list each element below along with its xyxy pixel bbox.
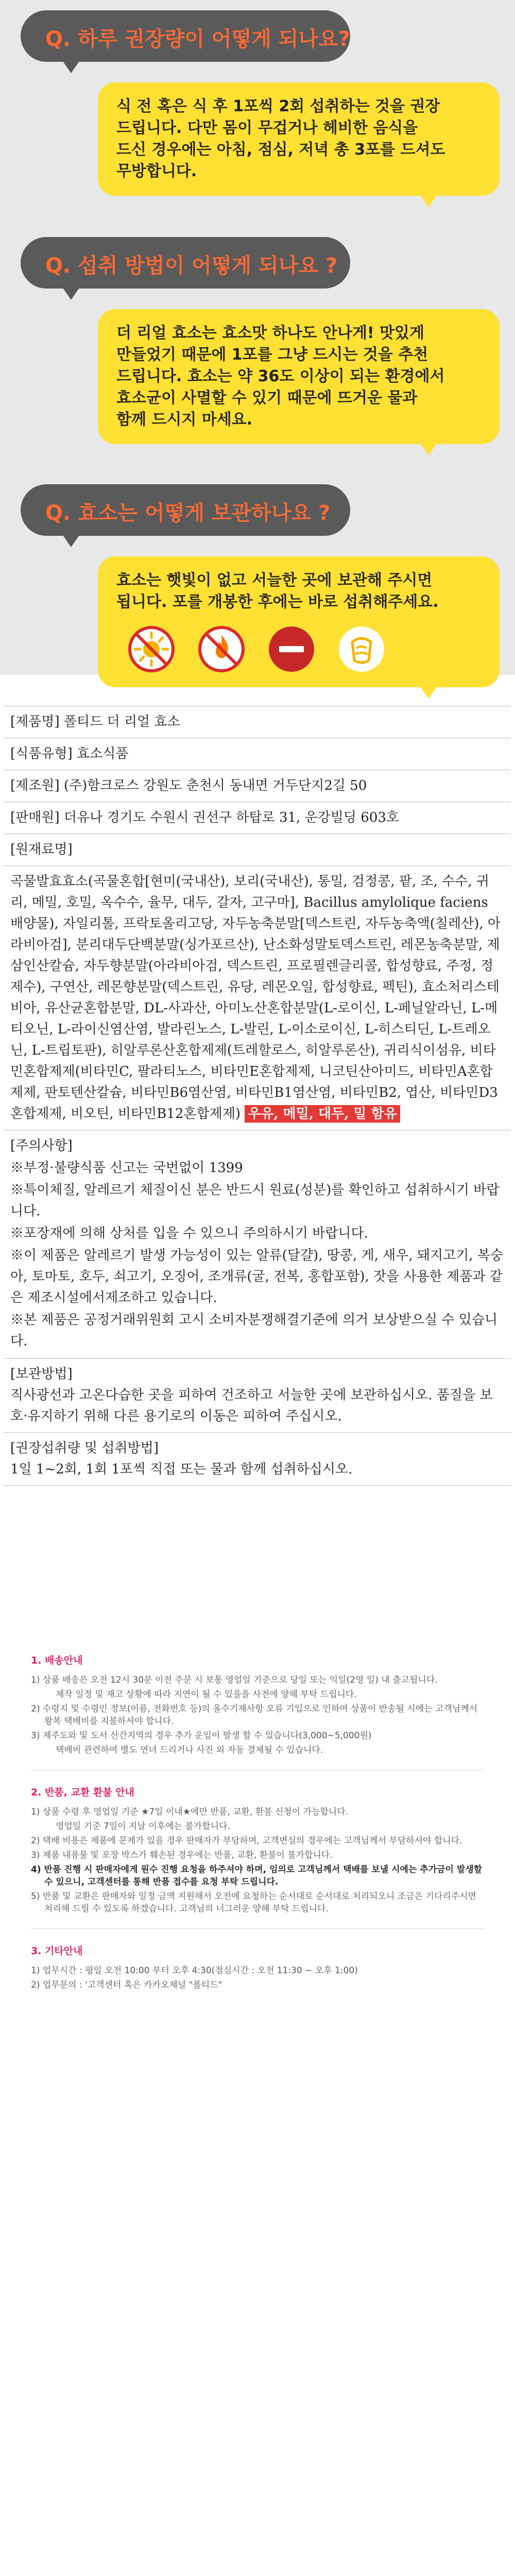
guide-line: 2) 택배 비용은 제품에 문제가 있을 경우 판매자가 부담하며, 고객변심의 경우에는 고객님께서 부담하셔야 합니다.: [31, 1836, 462, 1846]
guide-line: 3) 제주도와 및 도서 산간지역의 경우 추가 운임이 발생 할 수 있습니다(3,000~5,000원): [31, 1731, 372, 1741]
note-item: ※이 제품은 알레르기 발생 가능성이 있는 알류(달걀), 땅콩, 게, 새우, 돼지고기, 복숭아, 토마토, 호두, 쇠고기, 오징어, 조개류(굴, 전복, 홍합포함), 잣을 사용한 제품과 같은 제조시설에서제조하고 있습니다.: [10, 1248, 504, 1306]
ingredients-text: 곡물발효효소(곡물혼합[현미(국내산), 보리(국내산), 통밀, 검정콩, 팥, 조, 수수, 귀리, 메밀, 호밀, 옥수수, 율무, 대두, 갈자, 고구마], Bacillus amylolique faciens 배양물), 자일리톨, 프락토올리고당, 자두농축분말[덱스트린, 자두농축액(칠레산), 아라비아검], 분리대두단백분말(싱가포르산), 난소화성말토덱스트린, 레몬농축분말, 제삼인산칼슘, 자두향분말(아라비아검, 덱스트린, 프로필렌글리콜, 합성향료, 주정, 정제수), 구연산, 레몬향분말(덱스트린, 유당, 레몬오일, 합성향료, 펙틴), 효소처리스테비아, 유산균혼합분말, DL-사과산, 아미노산혼합분말(L-로이신, L-페닐알라닌, L-메티오닌, L-라이신염산염, 발라린노스, L-발린, L-이소로이신, L-히스티딘, L-트레오닌, L-트립토판), 히알루론산혼합제제(트레할로스, 히알루론산), 귀리식이섬유, 비타민혼합제제(비타민C, 팔라티노스, 비타민E혼합제제, 니코틴산아미드, 비타민A혼합제제, 판토텐산칼슘, 비타민B6염산염, 비타민B1염산염, 비타민B2, 엽산, 비타민D3혼합제제, 비오틴, 비타민B12혼합제제): [10, 874, 501, 1122]
guide-line: 택배비 관련하여 별도 연녀 드리거나 사진 외 자동 결제될 수 있습니다.: [56, 1745, 323, 1755]
faq-answer-line: 드립니다. 다만 몸이 무겁거나 헤비한 음식을: [116, 119, 418, 137]
shipping-guide: [0, 1638, 515, 1993]
guide-line: 4) 반품 진행 시 판매자에게 원수 진행 요청을 하주셔야 하며, 임의로 고객님께서 택배를 보낼 시에는 추가금이 발생할 수 있으니, 고객센터를 통해 반품 접수를 요청 부탁 드립니다.: [31, 1865, 483, 1887]
guide-line: 1) 상품 수령 후 영업일 기준 ★7일 이내★에만 반품, 교환, 환불 신청이 가능합니다.: [31, 1807, 349, 1817]
guide-heading-return: 2. 반품, 교환 환불 안내: [31, 1787, 134, 1798]
no-heat-icon: [197, 624, 246, 674]
faq-answer-line: 드립니다. 효소는 약 36도 이상이 되는 환경에서: [116, 367, 445, 385]
product-info-table: [0, 706, 515, 1486]
guide-line: 제작 일정 및 재고 상황에 따라 지연이 될 수 있을을 사전에 양해 부탁 드립니다.: [56, 1689, 357, 1700]
notes-row: [4, 1130, 511, 1359]
faq-answer-3: [98, 556, 500, 687]
faq-answer-line: 무방합니다.: [116, 162, 197, 180]
faq-answer-line: 드신 경우에는 아침, 점심, 저녁 총 3포를 드셔도: [116, 141, 445, 159]
faq-answer-1: [98, 82, 500, 196]
notes-heading: [주의사항]: [10, 1138, 73, 1154]
guide-line: 2) 업무문의 : '고객센터 혹은 카카오채널 "폴티드": [31, 1980, 222, 1990]
faq-answer-2: [98, 309, 500, 444]
storage-row: [4, 1359, 511, 1433]
guide-line: 1) 상품 배송은 오전 12시 30분 이전 주문 시 보통 영업일 기준으로 당일 또는 익일(2영 일) 내 출고됩니다.: [31, 1675, 438, 1685]
faq-question-1: Q. 하루 권장량이 어떻게 되나요?: [21, 10, 350, 62]
faq-answer-line: 효소는 햇빛이 없고 서늘한 곳에 보관해 주시면: [116, 571, 433, 589]
intake-row: [4, 1433, 511, 1486]
food-type-row: [식품유형] 효소식품: [4, 738, 511, 770]
storage-heading: [보관방법]: [10, 1366, 73, 1382]
intake-text: 1일 1~2회, 1회 1포씩 직접 또는 물과 함께 섭취하십시오.: [10, 1462, 353, 1477]
note-item: ※특이체질, 알레르기 체질이신 분은 반드시 원료(성분)를 확인하고 섭취하시기 바랍니다.: [10, 1182, 500, 1219]
storage-text: 직사광선과 고온다습한 곳을 피하여 건조하고 서늘한 곳에 보관하십시오. 품질을 보호·유지하기 위해 다른 용기로의 이동은 피하여 주십시오.: [10, 1387, 493, 1424]
storage-icons: [116, 624, 481, 674]
faq-answer-line: 효소균이 사멸할 수 있기 때문에 뜨거운 물과: [116, 389, 418, 407]
ingredients-heading: [원재료명]: [4, 834, 511, 866]
allergen-badge: 우유, 메밀, 대두, 밀 함유: [245, 1105, 400, 1123]
guide-line: 2) 수령지 및 수령인 정보(이름, 전화번호 등)의 올수기재사항 오류 기입으로 인하여 상품이 반송될 시에는 고객님께서 왕복 택배비를 지불하셔야 합니다.: [31, 1704, 478, 1726]
faq-answer-line: 더 리얼 효소는 효소맛 하나도 안나게! 맛있게: [116, 324, 424, 342]
faq-answer-line: 식 전 혹은 식 후 1포씩 2회 섭취하는 것을 권장: [116, 97, 440, 115]
ingredients-row: [4, 866, 511, 1130]
guide-line: 영업일 기준 7일이 지날 이후에는 불가합니다.: [56, 1821, 230, 1832]
seller-row: [판매원] 더유나 경기도 수원시 권선구 하탑로 31, 운강빌딩 603호: [4, 802, 511, 834]
guide-divider: [31, 1928, 484, 1929]
no-sunlight-icon: [127, 624, 176, 674]
intake-heading: [권장섭취량 및 섭취방법]: [10, 1440, 159, 1456]
manufacturer-row: [제조원] (주)함크로스 강원도 춘천시 동내면 거두단지2길 50: [4, 770, 511, 802]
guide-heading-etc: 3. 기타안내: [31, 1945, 83, 1957]
guide-line: 3) 제품 내용물 및 포장 박스가 훼손된 경우에는 반품, 교환, 환불이 불가합니다.: [31, 1850, 333, 1860]
note-item: ※부정·불량식품 신고는 국번없이 1399: [10, 1160, 243, 1176]
product-name-row: [제품명] 폴티드 더 리얼 효소: [4, 706, 511, 738]
no-moisture-icon: [267, 624, 316, 674]
guide-line: 5) 반품 및 교환은 판매자와 일정 금액 지원해서 오전에 요청하는 순서대로 순서대로 처리되오니 조금은 기다리주시면 처리해 드릴 수 있도록 하겠습니다. 고객님의 너그러운 양해 부탁 드립니다.: [31, 1891, 476, 1914]
faq-question-2: Q. 섭취 방법이 어떻게 되나요 ?: [21, 237, 350, 289]
faq-question-3: Q. 효소는 어떻게 보관하나요 ?: [21, 484, 350, 536]
faq-answer-line: 함께 드시지 마세요.: [116, 411, 253, 429]
faq-answer-line: 만들었기 때문에 1포를 그냥 드시는 것을 추천: [116, 346, 428, 364]
faq-answer-line: 됩니다. 포를 개봉한 후에는 바로 섭취해주세요.: [116, 593, 439, 611]
cool-storage-icon: [337, 624, 386, 674]
guide-heading-shipping: 1. 배송안내: [31, 1655, 83, 1666]
note-item: ※본 제품은 공정거래위원회 고시 소비자분쟁해결기준에 의거 보상받으실 수 있습니다.: [10, 1312, 498, 1349]
guide-line: 1) 업무시간 : 평일 오전 10:00 부터 오후 4:30(점심시간 : 오전 11:30 ~ 오후 1:00): [31, 1965, 358, 1976]
note-item: ※포장재에 의해 상처를 입을 수 있으니 주의하시기 바랍니다.: [10, 1226, 368, 1241]
faq-section: [0, 0, 515, 675]
